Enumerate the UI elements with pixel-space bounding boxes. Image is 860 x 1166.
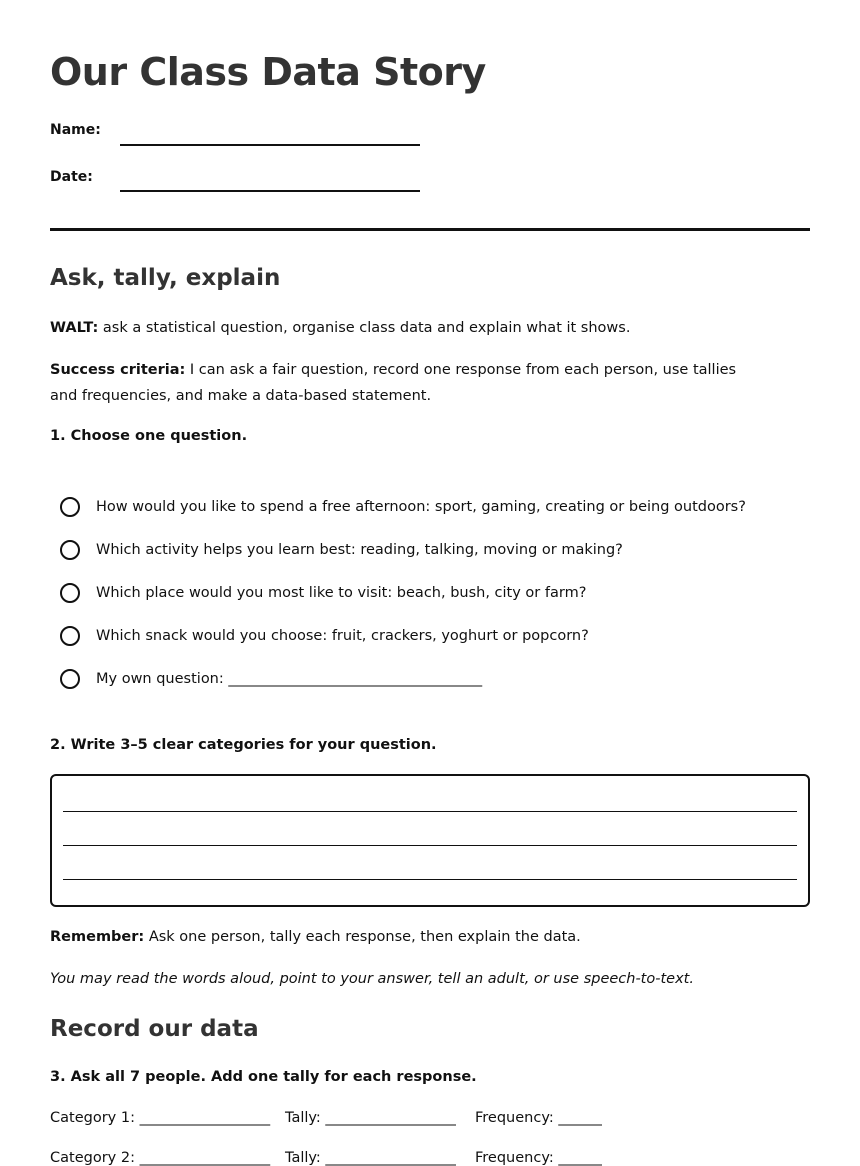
walt-label: WALT: bbox=[50, 320, 99, 336]
option-label: My own question: ___________________________________ bbox=[96, 671, 483, 687]
categories-writing-box[interactable] bbox=[50, 774, 810, 907]
writing-line[interactable] bbox=[63, 879, 797, 880]
radio-circle-icon[interactable] bbox=[60, 669, 80, 689]
question-option[interactable] bbox=[60, 581, 586, 605]
name-label: Name: bbox=[50, 122, 101, 138]
success-label: Success criteria: bbox=[50, 362, 186, 378]
question-1-prompt: 1. Choose one question. bbox=[50, 428, 248, 444]
radio-circle-icon[interactable] bbox=[60, 540, 80, 560]
radio-circle-icon[interactable] bbox=[60, 497, 80, 517]
question-option[interactable] bbox=[60, 495, 746, 519]
radio-circle-icon[interactable] bbox=[60, 583, 80, 603]
tally-field[interactable]: Tally: __________________ bbox=[285, 1150, 456, 1166]
option-label: Which place would you most like to visit: beach, bush, city or farm? bbox=[96, 585, 587, 601]
frequency-field[interactable]: Frequency: ______ bbox=[475, 1150, 602, 1166]
remember-text: Ask one person, tally each response, then explain the data. bbox=[144, 929, 581, 945]
question-option[interactable] bbox=[60, 538, 623, 562]
header-divider bbox=[50, 228, 810, 231]
category-field[interactable]: Category 1: __________________ bbox=[50, 1110, 271, 1126]
question-2-prompt: 2. Write 3–5 clear categories for your question. bbox=[50, 737, 437, 753]
writing-line[interactable] bbox=[63, 811, 797, 812]
option-label: Which snack would you choose: fruit, crackers, yoghurt or popcorn? bbox=[96, 628, 589, 644]
page-title: Our Class Data Story bbox=[50, 50, 486, 94]
date-field[interactable] bbox=[120, 190, 420, 192]
walt-statement bbox=[50, 315, 810, 341]
walt-text: ask a statistical question, organise class data and explain what it shows. bbox=[98, 320, 631, 336]
question-option[interactable] bbox=[60, 624, 589, 648]
option-label: How would you like to spend a free afternoon: sport, gaming, creating or being outdoors? bbox=[96, 499, 746, 515]
section-heading-record: Record our data bbox=[50, 1016, 259, 1042]
remember-label: Remember: bbox=[50, 929, 145, 945]
option-label: Which activity helps you learn best: reading, talking, moving or making? bbox=[96, 542, 623, 558]
radio-circle-icon[interactable] bbox=[60, 626, 80, 646]
accessibility-note: You may read the words aloud, point to your answer, tell an adult, or use speech-to-text. bbox=[50, 971, 694, 987]
question-option-own[interactable] bbox=[60, 667, 482, 691]
section-heading-ask: Ask, tally, explain bbox=[50, 265, 281, 291]
frequency-field[interactable]: Frequency: ______ bbox=[475, 1110, 602, 1126]
question-3-prompt: 3. Ask all 7 people. Add one tally for each response. bbox=[50, 1069, 477, 1085]
writing-line[interactable] bbox=[63, 845, 797, 846]
category-field[interactable]: Category 2: __________________ bbox=[50, 1150, 271, 1166]
name-field[interactable] bbox=[120, 144, 420, 146]
tally-field[interactable]: Tally: __________________ bbox=[285, 1110, 456, 1126]
success-criteria bbox=[50, 357, 750, 409]
remember-note bbox=[50, 924, 810, 950]
date-label: Date: bbox=[50, 169, 93, 185]
success-text: I can ask a fair question, record one response from each person, use tallies and frequencies, and make a data-based statement. bbox=[50, 362, 737, 404]
